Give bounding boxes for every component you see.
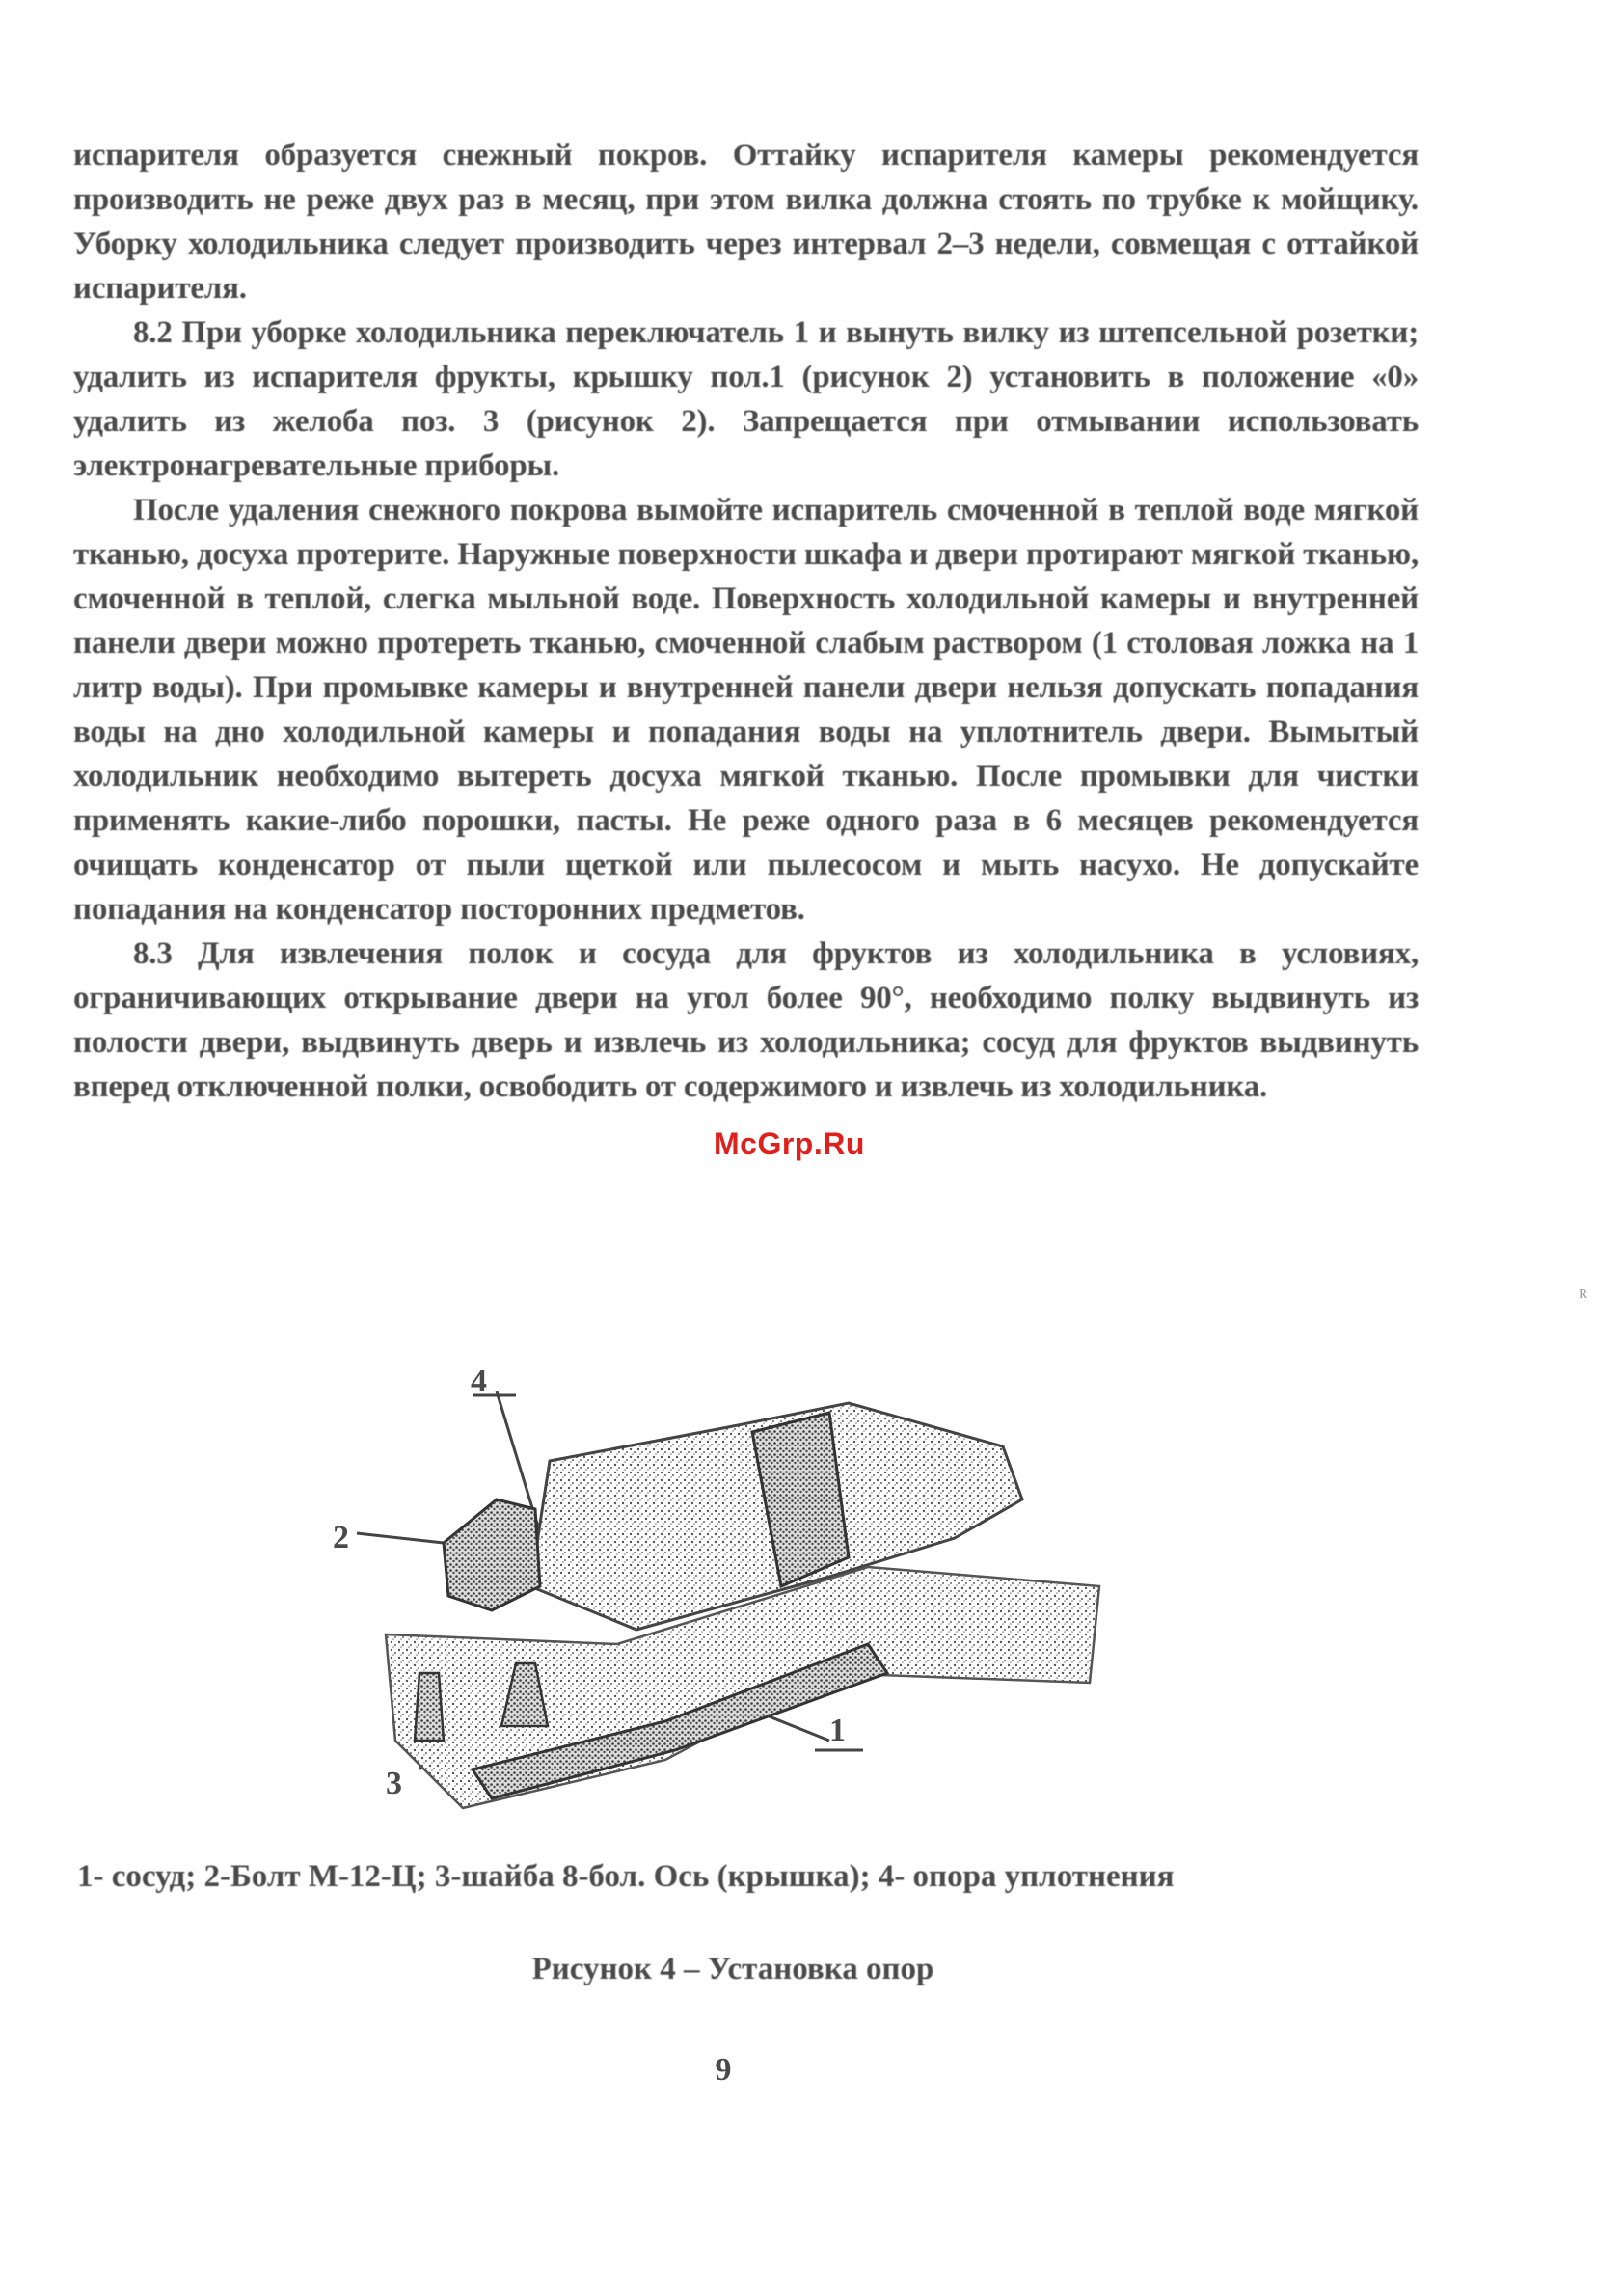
paragraph-3: После удаления снежного покрова вымойте испаритель смоченной в теплой воде мягкой тканью, досуха протерите. Наружные поверхности шкафа и двери протирают мягкой тканью, смоченной в теплой, слегка мыльной воде. Поверхность холодильной камеры и внутренней панели двери можно протереть тканью, смоченной слабым раствором (1 столовая ложка на 1 литр воды). При промывке камеры и внутренней панели двери нельзя допускать попадания воды на дно холодильной камеры и попадания воды на уплотнитель двери. Вымытый холодильник необходимо вытереть досуха мягкой тканью. После промывки для чистки применять какие-либо порошки, пасты. Не реже одного раза в 6 месяцев рекомендуется очищать конденсатор от пыли щеткой или пылесосом и мыть насухо. Не допускайте попадания на конденсатор посторонних предметов. xyxy=(73,493,1419,927)
figure-label-3: 3 xyxy=(386,1766,402,1801)
figure-caption: 1- сосуд; 2-Болт М-12-Ц; 3-шайба 8-бол. Ось (крышка); 4- опора уплотнения xyxy=(77,1859,1175,1894)
page-number: 9 xyxy=(715,2052,732,2088)
hinge-block xyxy=(444,1499,540,1610)
paragraph-2: 8.2 При уборке холодильника переключатель 1 и вынуть вилку из штепсельной розетки; удалить из испарителя фрукты, крышку пол.1 (рисунок 2) установить в положение «0» удалить из желоба поз. 3 (рисунок 2). Запрещается при отмывании использовать электронагревательные приборы. xyxy=(73,315,1419,483)
figure-illustration xyxy=(328,1355,1157,1818)
figure-label-2: 2 xyxy=(333,1520,349,1555)
paragraph-1: испарителя образуется снежный покров. Оттайку испарителя камеры рекомендуется производить не реже двух раз в месяц, при этом вилка должна стоять по трубке к мойщику. Уборку холодильника следует производить через интервал 2–3 недели, совмещая с оттайкой испарителя. xyxy=(73,138,1419,306)
paragraph-4: 8.3 Для извлечения полок и сосуда для фруктов из холодильника в условиях, ограничивающих открывание двери на угол более 90°, необходимо полку выдвинуть из полости двери, выдвинуть дверь и извлечь из холодильника; сосуд для фруктов выдвинуть вперед отключенной полки, освободить от содержимого и извлечь из холодильника. xyxy=(73,936,1419,1104)
figure-label-4: 4 xyxy=(471,1364,487,1399)
margin-mark: R xyxy=(1579,1287,1588,1302)
bolt-left xyxy=(415,1673,444,1741)
figure-title: Рисунок 4 – Установка опор xyxy=(531,1952,934,1986)
figure-label-1: 1 xyxy=(829,1713,846,1748)
watermark-logo: McGrp.Ru xyxy=(714,1126,865,1161)
body-text xyxy=(73,133,1419,1109)
